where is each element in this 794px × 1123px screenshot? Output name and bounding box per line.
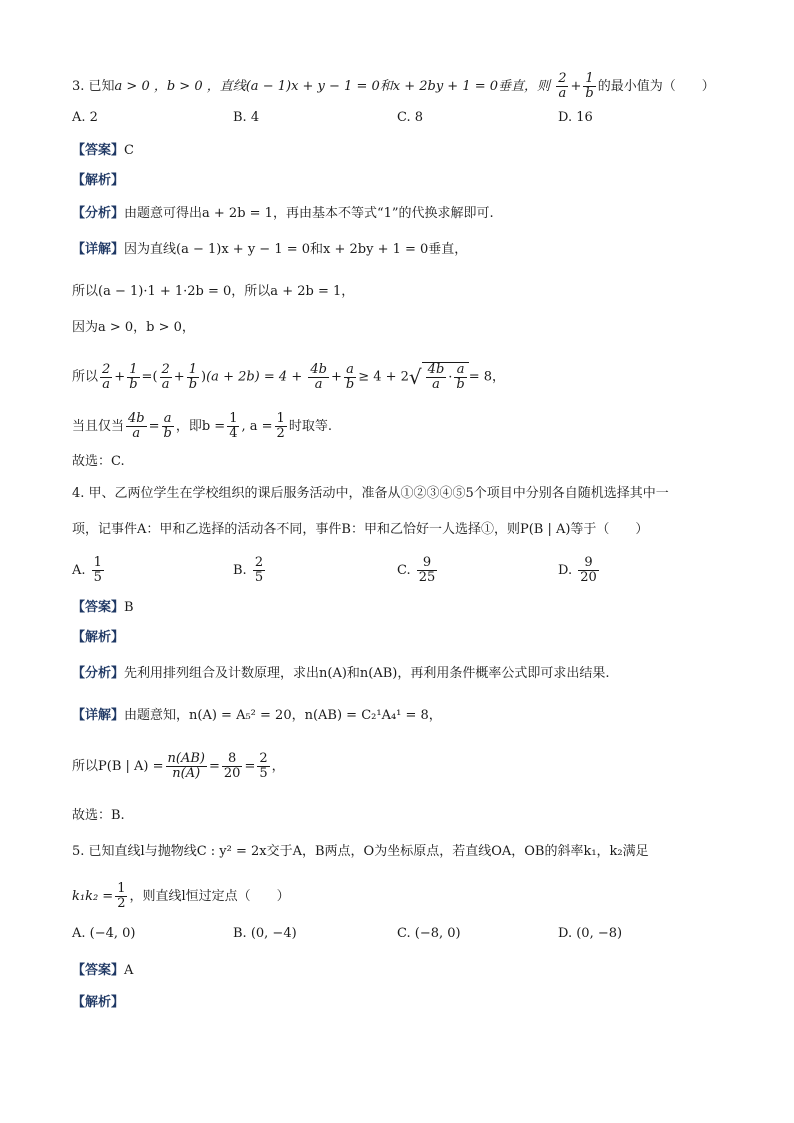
frac-den: 20 <box>580 570 597 585</box>
step-end: 时取等. <box>288 419 332 434</box>
frac-num: 1 <box>583 72 595 87</box>
frac-num: 9 <box>578 556 599 571</box>
frac-num: 2 <box>102 361 111 377</box>
answer-tag: 【答案】 <box>72 963 125 978</box>
xiangjie-text: 因为直线(a − 1)x + y − 1 = 0和x + 2by + 1 = 0垂直， <box>124 242 468 257</box>
step-result: = 8， <box>468 369 506 385</box>
q5-stem-line2 <box>72 882 734 911</box>
q3-fenxi <box>72 204 734 224</box>
frac-num: 1 <box>127 363 139 378</box>
frac-num: 1 <box>93 555 102 570</box>
step-mid2: , a = <box>241 419 273 434</box>
fenxi-text: 先利用排列组合及计数原理，求出n(A)和n(AB)，再利用条件概率公式即可求出结果. <box>124 666 610 681</box>
frac-den: 20 <box>223 766 241 781</box>
frac-num: 1 <box>117 881 126 896</box>
q3-stem-prefix: 3. 已知 <box>72 79 115 94</box>
q4-xiangjie <box>72 706 734 726</box>
answer-tag: 【答案】 <box>72 600 125 615</box>
q4-step-2 <box>72 752 734 781</box>
analysis-tag: 【解析】 <box>72 995 125 1010</box>
q4-option-d[interactable] <box>558 556 601 585</box>
fenxi-tag: 【分析】 <box>72 206 125 221</box>
step-prefix: 所以 <box>72 369 99 385</box>
step-prefix: 所以P(B | A) = <box>72 759 164 774</box>
step-prefix: 当且仅当 <box>72 419 125 434</box>
step-mid: ，即b = <box>175 419 226 434</box>
frac-1-over-b <box>127 363 139 392</box>
q3-choose: 故选：C. <box>72 454 125 469</box>
frac-a-over-b: $\frac{a}{b}$ <box>345 361 355 392</box>
answer-tag: 【答案】 <box>72 143 125 158</box>
frac-den: a <box>558 86 567 101</box>
q3-option-d[interactable]: D. 16 <box>558 110 593 125</box>
frac-num: 8 <box>222 752 243 767</box>
q3-option-b[interactable]: B. 4 <box>233 110 260 125</box>
q3-step-5: 当且仅当 $\frac{4b}{a}$ = $\frac{a}{b}$ ，即b = $\frac{1}{4}$ , a = $\frac{1}{2}$ 时取等. <box>72 411 332 441</box>
q4-stem-line2: 项，记事件A：甲和乙选择的活动各不同，事件B：甲和乙恰好一人选择①，则P(B | A)等于（ ） <box>72 522 649 537</box>
q5-option-d[interactable]: D. (0, −8) <box>558 926 623 941</box>
analysis-tag: 【解析】 <box>72 173 125 188</box>
xiangjie-tag: 【详解】 <box>72 242 125 257</box>
xiangjie-text: 由题意知，n(A) = A₅² = 20，n(AB) = C₂¹A₄¹ = 8， <box>124 708 442 723</box>
q3-option-c[interactable]: C. 8 <box>397 110 424 125</box>
frac-num: 2 <box>161 361 170 377</box>
equals-sign: = <box>141 369 153 385</box>
frac-num: 9 <box>417 556 438 571</box>
fenxi-text: 由题意可得出a + 2b = 1，再由基本不等式“1”的代换求解即可. <box>124 206 494 221</box>
q4-option-b[interactable] <box>233 556 267 585</box>
q3-option-a[interactable]: A. 2 <box>72 110 98 125</box>
sqrt-icon: √ <box>408 365 422 389</box>
q4-choose: 故选：B. <box>72 808 125 823</box>
q3-stem-text: a > 0 ，b > 0 ，直线(a − 1)x + y − 1 = 0和x + 2by + 1 = 0垂直，则 <box>114 79 551 94</box>
q5-answer <box>72 961 734 981</box>
q3-step-2: 所以(a − 1)·1 + 1·2b = 0，所以a + 2b = 1， <box>72 284 355 299</box>
frac-den: 25 <box>418 570 436 585</box>
frac-den: 5 <box>93 570 102 585</box>
stem-suffix: ，则直线l恒过定点（ ） <box>129 889 290 904</box>
xiangjie-tag: 【详解】 <box>72 708 125 723</box>
answer-value: B <box>124 600 134 615</box>
inequality: ≥ 4 + 2 <box>358 369 409 385</box>
frac-1-over-b <box>187 363 199 392</box>
frac-den: b <box>585 86 594 101</box>
q4-option-c[interactable] <box>397 556 439 585</box>
expansion: (a + 2b) = 4 + <box>206 369 303 385</box>
frac-den: 2 <box>117 896 126 911</box>
q3-frac-2-over-a <box>556 72 568 101</box>
q3-xiangjie <box>72 240 734 260</box>
frac-den: a <box>102 376 111 392</box>
option-label: A. <box>72 563 86 578</box>
frac-2-over-a <box>100 363 112 392</box>
q3-frac-1-over-b <box>583 72 595 101</box>
q3-stem-suffix: 的最小值为（ ） <box>597 79 715 94</box>
answer-value: A <box>124 963 134 978</box>
q4-stem-line1: 4. 甲、乙两位学生在学校组织的课后服务活动中，准备从①②③④⑤5个项目中分别各自随机选择其中一 <box>72 486 669 501</box>
frac-den: n(A) <box>172 766 201 781</box>
stem-prefix: k₁k₂ = <box>72 889 114 904</box>
q4-answer <box>72 598 734 618</box>
equals-sign: = <box>208 759 220 774</box>
frac-num: n(AB) <box>167 751 205 766</box>
q4-analysis-heading <box>72 628 734 648</box>
frac-den: b <box>129 376 138 392</box>
q5-analysis-heading <box>72 993 734 1013</box>
frac-num: 2 <box>254 555 264 570</box>
q5-option-b[interactable]: B. (0, −4) <box>233 926 297 941</box>
frac-4b-over-a: $\frac{4b}{a}$ <box>310 361 327 392</box>
frac-num: 2 <box>259 751 268 766</box>
frac-den: a <box>161 376 170 392</box>
frac-2-over-a <box>160 363 172 392</box>
answer-value: C <box>124 143 134 158</box>
frac-num: 1 <box>187 363 199 378</box>
plus-sign: + <box>114 369 126 385</box>
q3-step-4: 所以 $\frac{2}{a}$ + $\frac{1}{b}$ =( $\frac{2}{a}$ + $\frac{1}{b}$ )(a + 2b) = 4 + $\frac{4b}{a}$ + $\frac{a}{b}$ ≥ 4 + 2√ $\frac{4b}{a}$ · $\frac{a}{b}$ = 8， <box>72 361 506 392</box>
q3-step-3: 因为a > 0，b > 0， <box>72 320 195 335</box>
sqrt-content: $\frac{4b}{a}$ · $\frac{a}{b}$ <box>422 362 469 392</box>
equals-sign: = <box>244 759 256 774</box>
q4-option-a[interactable] <box>72 556 106 585</box>
q4-fenxi <box>72 664 734 684</box>
q3-analysis-heading <box>72 171 734 191</box>
fenxi-tag: 【分析】 <box>72 666 125 681</box>
option-label: D. <box>558 563 573 578</box>
q5-option-c[interactable]: C. (−8, 0) <box>397 926 461 941</box>
q5-option-a[interactable]: A. (−4, 0) <box>72 926 136 941</box>
analysis-tag: 【解析】 <box>72 630 125 645</box>
frac-den: 5 <box>254 570 264 585</box>
q3-stem: 3. 已知a > 0 ，b > 0 ，直线(a − 1)x + y − 1 = 0和x + 2by + 1 = 0垂直，则 $\frac{2}{a}$ + $\frac{1}{b}$ 的最小值为（ ） <box>72 71 715 101</box>
q3-answer <box>72 141 734 161</box>
frac-den: b <box>188 376 198 392</box>
frac-den: 5 <box>259 766 268 781</box>
step-end: ， <box>271 759 285 774</box>
option-label: C. <box>397 563 411 578</box>
option-label: B. <box>233 563 247 578</box>
frac-num: 2 <box>558 71 567 86</box>
q5-stem-line1: 5. 已知直线l与抛物线C : y² = 2x交于A，B两点，O为坐标原点，若直线OA，OB的斜率k₁，k₂满足 <box>72 844 649 859</box>
